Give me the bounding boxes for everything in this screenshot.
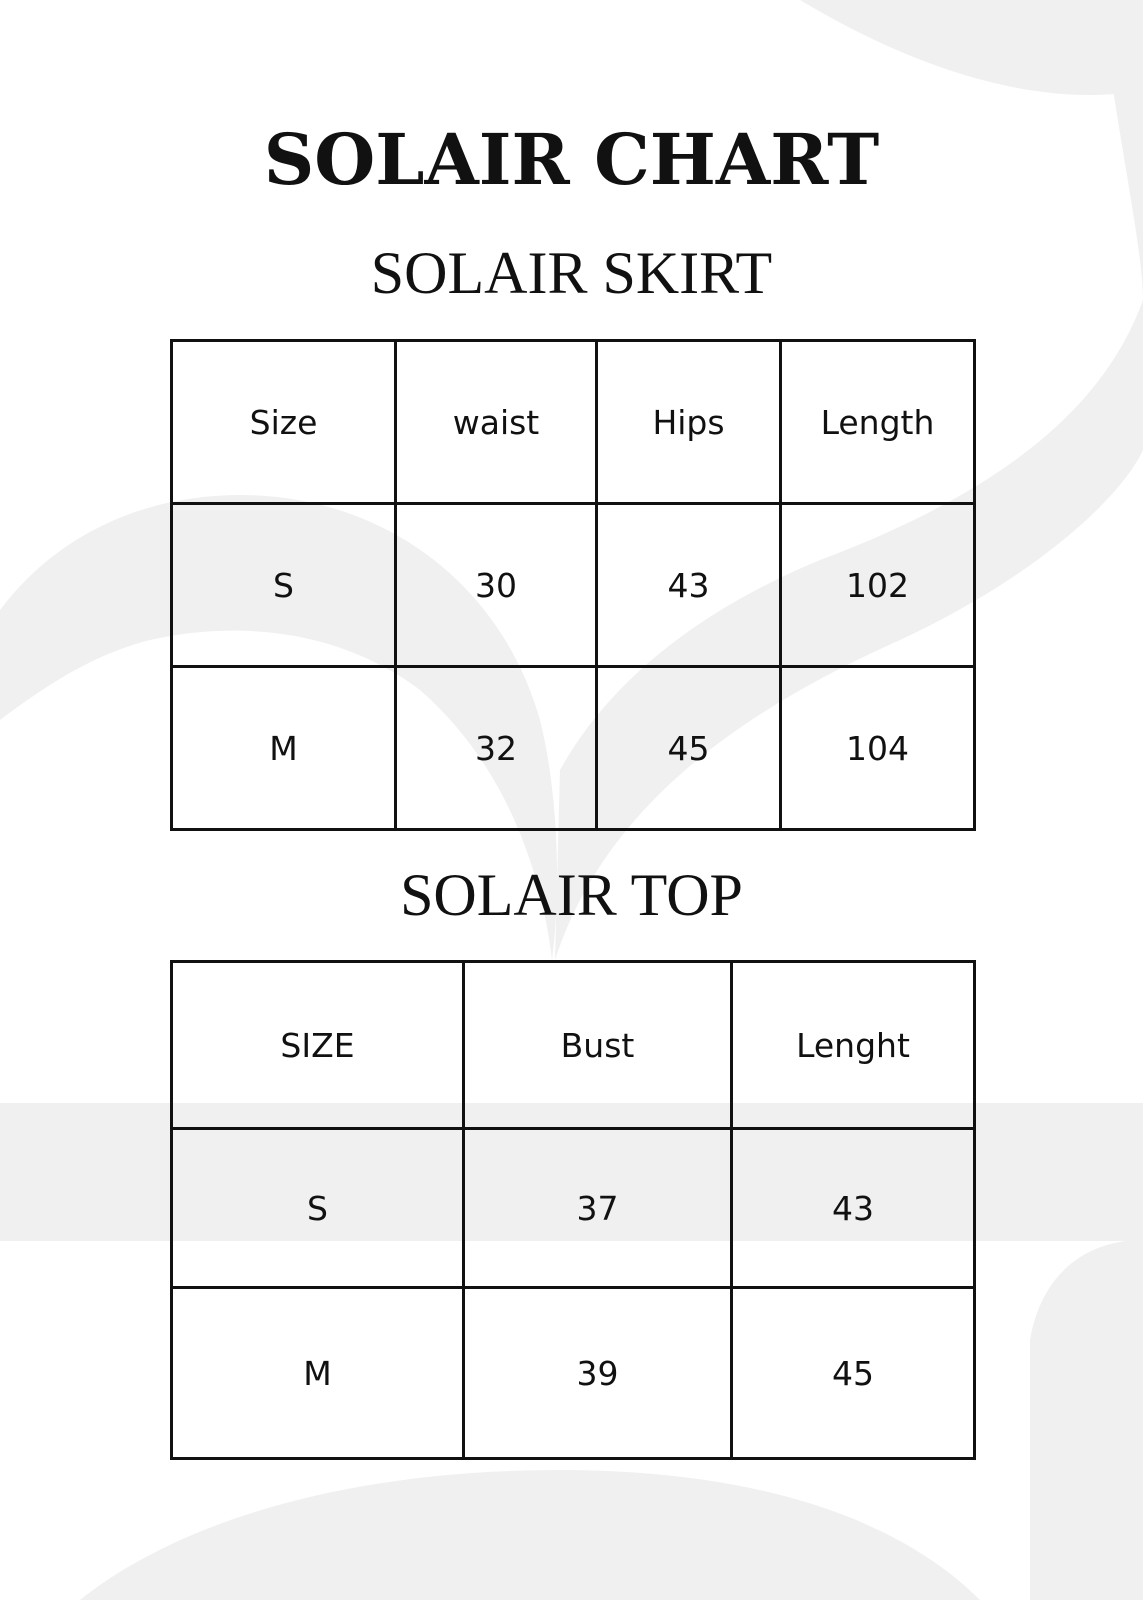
table-cell: 30 (396, 504, 597, 667)
table-cell: M (172, 667, 396, 830)
table-cell: 37 (464, 1129, 732, 1288)
header-cell-waist: waist (396, 341, 597, 504)
header-cell-bust: Bust (464, 962, 732, 1129)
skirt-section-title: SOLAIR SKIRT (370, 240, 773, 306)
table-row (172, 667, 975, 830)
table-cell: 102 (781, 504, 975, 667)
header-cell-size: Size (172, 341, 396, 504)
header-cell-length: Lenght (732, 962, 975, 1129)
skirt-size-table (170, 339, 976, 831)
header-cell-size: SIZE (172, 962, 464, 1129)
table-cell: S (172, 504, 396, 667)
table-row (172, 1129, 975, 1288)
table-row (172, 1288, 975, 1459)
table-cell: M (172, 1288, 464, 1459)
table-header-row (172, 341, 975, 504)
table-cell: 45 (597, 667, 781, 830)
top-section-title: SOLAIR TOP (400, 862, 743, 928)
table-cell: 39 (464, 1288, 732, 1459)
table-cell: 43 (597, 504, 781, 667)
table-cell: 32 (396, 667, 597, 830)
table-row (172, 504, 975, 667)
table-cell: 43 (732, 1129, 975, 1288)
page-title: SOLAIR CHART (263, 118, 880, 201)
table-cell: 104 (781, 667, 975, 830)
header-cell-length: Length (781, 341, 975, 504)
top-size-table (170, 960, 976, 1460)
table-header-row (172, 962, 975, 1129)
table-cell: S (172, 1129, 464, 1288)
header-cell-hips: Hips (597, 341, 781, 504)
table-cell: 45 (732, 1288, 975, 1459)
